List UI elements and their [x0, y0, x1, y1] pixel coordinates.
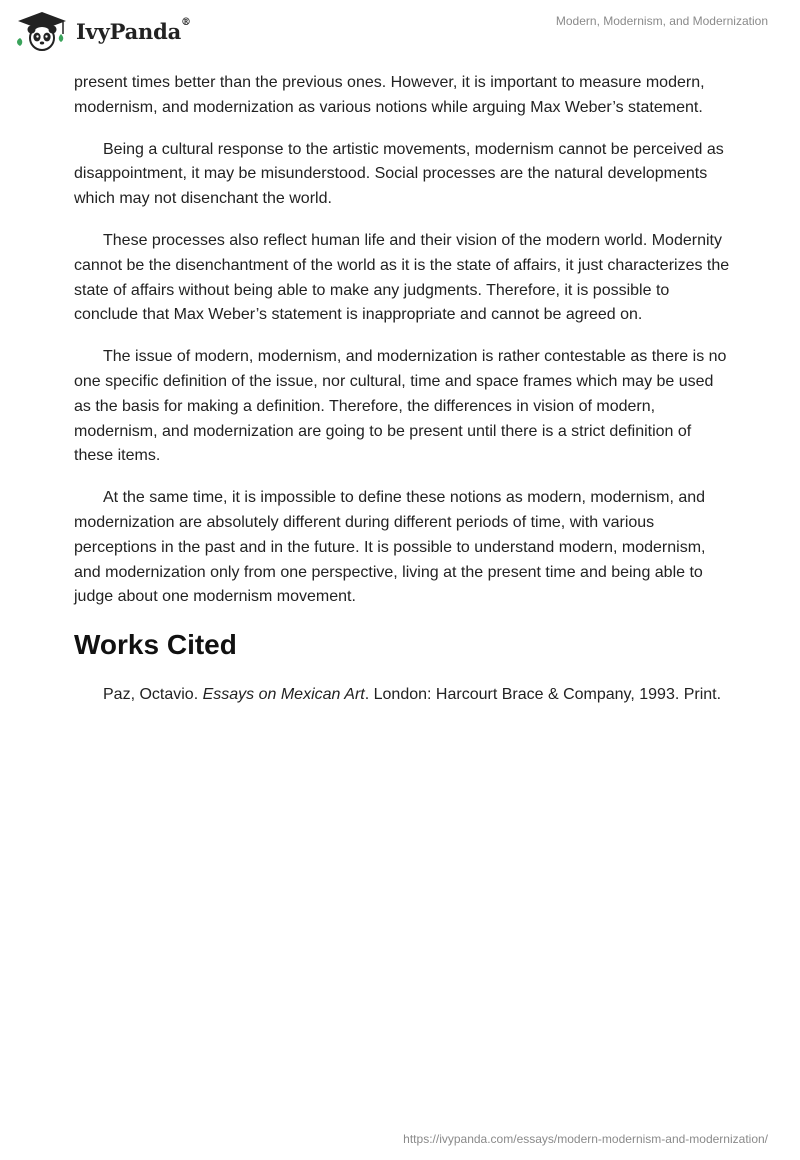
site-logo[interactable]	[14, 10, 191, 52]
paragraph: These processes also reflect human life and their vision of the modern world. Modernity cannot be the disenchantment of the world as it is the state of affairs, it just characterizes the state of affairs without being able to make any judgments. Therefore, it is possible to conclude that Max Weber’s statement is inappropriate and cannot be agreed on.	[74, 231, 730, 324]
citation-details: . London: Harcourt Brace & Company, 1993. Print.	[364, 686, 722, 704]
works-cited-heading: Works Cited	[74, 629, 237, 661]
source-url[interactable]: https://ivypanda.com/essays/modern-modernism-and-modernization/	[403, 1132, 768, 1146]
brand-name: IvyPanda®	[76, 16, 191, 44]
citation-author: Paz, Octavio.	[103, 686, 203, 704]
paragraph: At the same time, it is impossible to define these notions as modern, modernism, and modernization are absolutely different during different periods of time, with various perceptions in the past and in the future. It is possible to understand modern, modernism, and modernization only from one perspective, living at the present time and being able to judge about one modernism movement.	[74, 489, 706, 606]
document-title: Modern, Modernism, and Modernization	[555, 14, 768, 28]
citation-title: Essays on Mexican Art	[202, 686, 365, 704]
panda-logo-icon	[14, 10, 70, 52]
paragraph-continued: present times better than the previous ones. However, it is important to measure modern, modernism, and modernization as various notions while arguing Max Weber’s statement.	[74, 74, 705, 116]
citation-entry	[74, 683, 730, 708]
paragraph: The issue of modern, modernism, and modernization is rather contestable as there is no one specific definition of the issue, nor cultural, time and space frames which may be used as the basis for making a definition. Therefore, the differences in vision of modern, modernism, and modernization are going to be present until there is a strict definition of these items.	[74, 348, 727, 465]
essay-body	[74, 71, 730, 725]
paragraph: Being a cultural response to the artistic movements, modernism cannot be perceived as disappointment, it may be misunderstood. Social processes are the natural developments which may not disenchant the world.	[74, 140, 724, 208]
page-header	[0, 0, 800, 70]
registered-mark: ®	[181, 16, 191, 28]
